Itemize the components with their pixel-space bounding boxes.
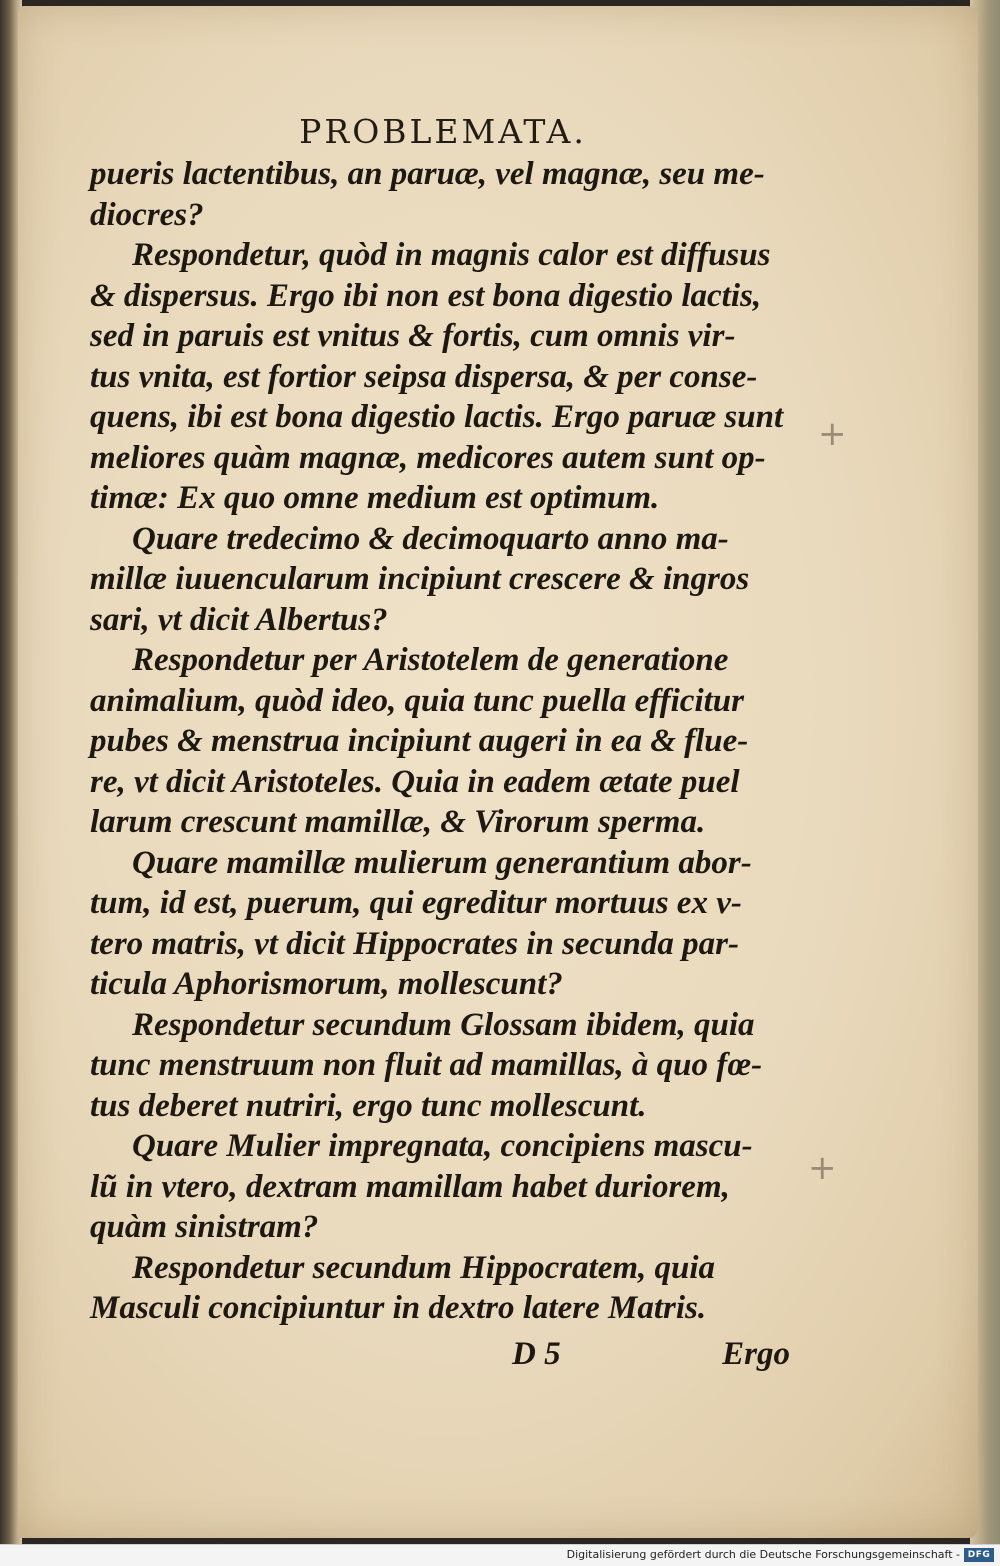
- book-page: [18, 6, 978, 1538]
- text-line: Masculi concipiuntur in dextro latere Matris.: [90, 1290, 707, 1326]
- text-line: & dispersus. Ergo ibi non est bona digestio lactis,: [90, 277, 762, 314]
- text-line: tus vnita, est fortior seipsa dispersa, & per conse-: [90, 358, 758, 395]
- text-line: sed in paruis est vnitus & fortis, cum omnis vir-: [90, 318, 736, 354]
- margin-cross-mark: +: [808, 1148, 837, 1188]
- margin-cross-mark: +: [818, 414, 847, 454]
- body-text: [90, 154, 790, 1329]
- text-line: Quare mamillæ mulierum generantium abor-: [132, 844, 752, 881]
- text-line: larum crescunt mamillæ, & Virorum sperma.: [90, 804, 706, 840]
- text-line: lũ in vtero, dextram mamillam habet duriorem,: [90, 1168, 730, 1205]
- text-line: Quare tredecimo & decimoquarto anno ma-: [132, 520, 729, 557]
- signature-mark: D 5: [512, 1336, 561, 1372]
- text-line: quens, ibi est bona digestio lactis. Ergo paruæ sunt: [90, 399, 784, 435]
- text-line: tum, id est, puerum, qui egreditur mortuus ex v-: [90, 885, 742, 921]
- text-line: ticula Aphorismorum, mollescunt?: [90, 966, 563, 1002]
- text-line: timæ: Ex quo omne medium est optimum.: [90, 480, 660, 516]
- text-line: Respondetur secundum Glossam ibidem, quia: [132, 1006, 755, 1043]
- text-line: tus deberet nutriri, ergo tunc mollescunt.: [90, 1087, 647, 1124]
- text-line: Quare Mulier impregnata, concipiens mascu-: [132, 1128, 753, 1164]
- text-line: re, vt dicit Aristoteles. Quia in eadem ætate puel: [90, 763, 740, 800]
- text-line: sari, vt dicit Albertus?: [90, 601, 388, 638]
- text-line: quàm sinistram?: [90, 1209, 319, 1245]
- text-line: meliores quàm magnæ, medicores autem sunt op-: [90, 439, 766, 476]
- text-line: pueris lactentibus, an paruæ, vel magnæ, seu me-: [90, 156, 765, 192]
- digitization-footer: [0, 1544, 1000, 1566]
- running-header: [18, 112, 868, 151]
- text-line: diocres?: [90, 196, 204, 233]
- dfg-logo: DFG: [964, 1548, 994, 1562]
- text-line: Respondetur per Aristotelem de generatione: [132, 642, 729, 678]
- footer-credit: Digitalisierung gefördert durch die Deutsche Forschungsgemeinschaft -: [566, 1548, 960, 1561]
- catchline: [90, 1336, 790, 1376]
- text-line: millæ iuuencularum incipiunt crescere & ingros: [90, 561, 750, 597]
- text-line: tero matris, vt dicit Hippocrates in secunda par-: [90, 925, 739, 962]
- header-title: PROBLEMATA.: [299, 112, 587, 151]
- text-line: Respondetur secundum Hippocratem, quia: [132, 1249, 716, 1286]
- text-line: Respondetur, quòd in magnis calor est diffusus: [132, 237, 771, 273]
- catchword: Ergo: [722, 1336, 790, 1372]
- text-line: pubes & menstrua incipiunt augeri in ea & fluе-: [90, 723, 749, 759]
- text-line: tunc menstruum non fluit ad mamillas, à quo fœ-: [90, 1047, 763, 1083]
- text-line: animalium, quòd ideo, quia tunc puella efficitur: [90, 682, 744, 719]
